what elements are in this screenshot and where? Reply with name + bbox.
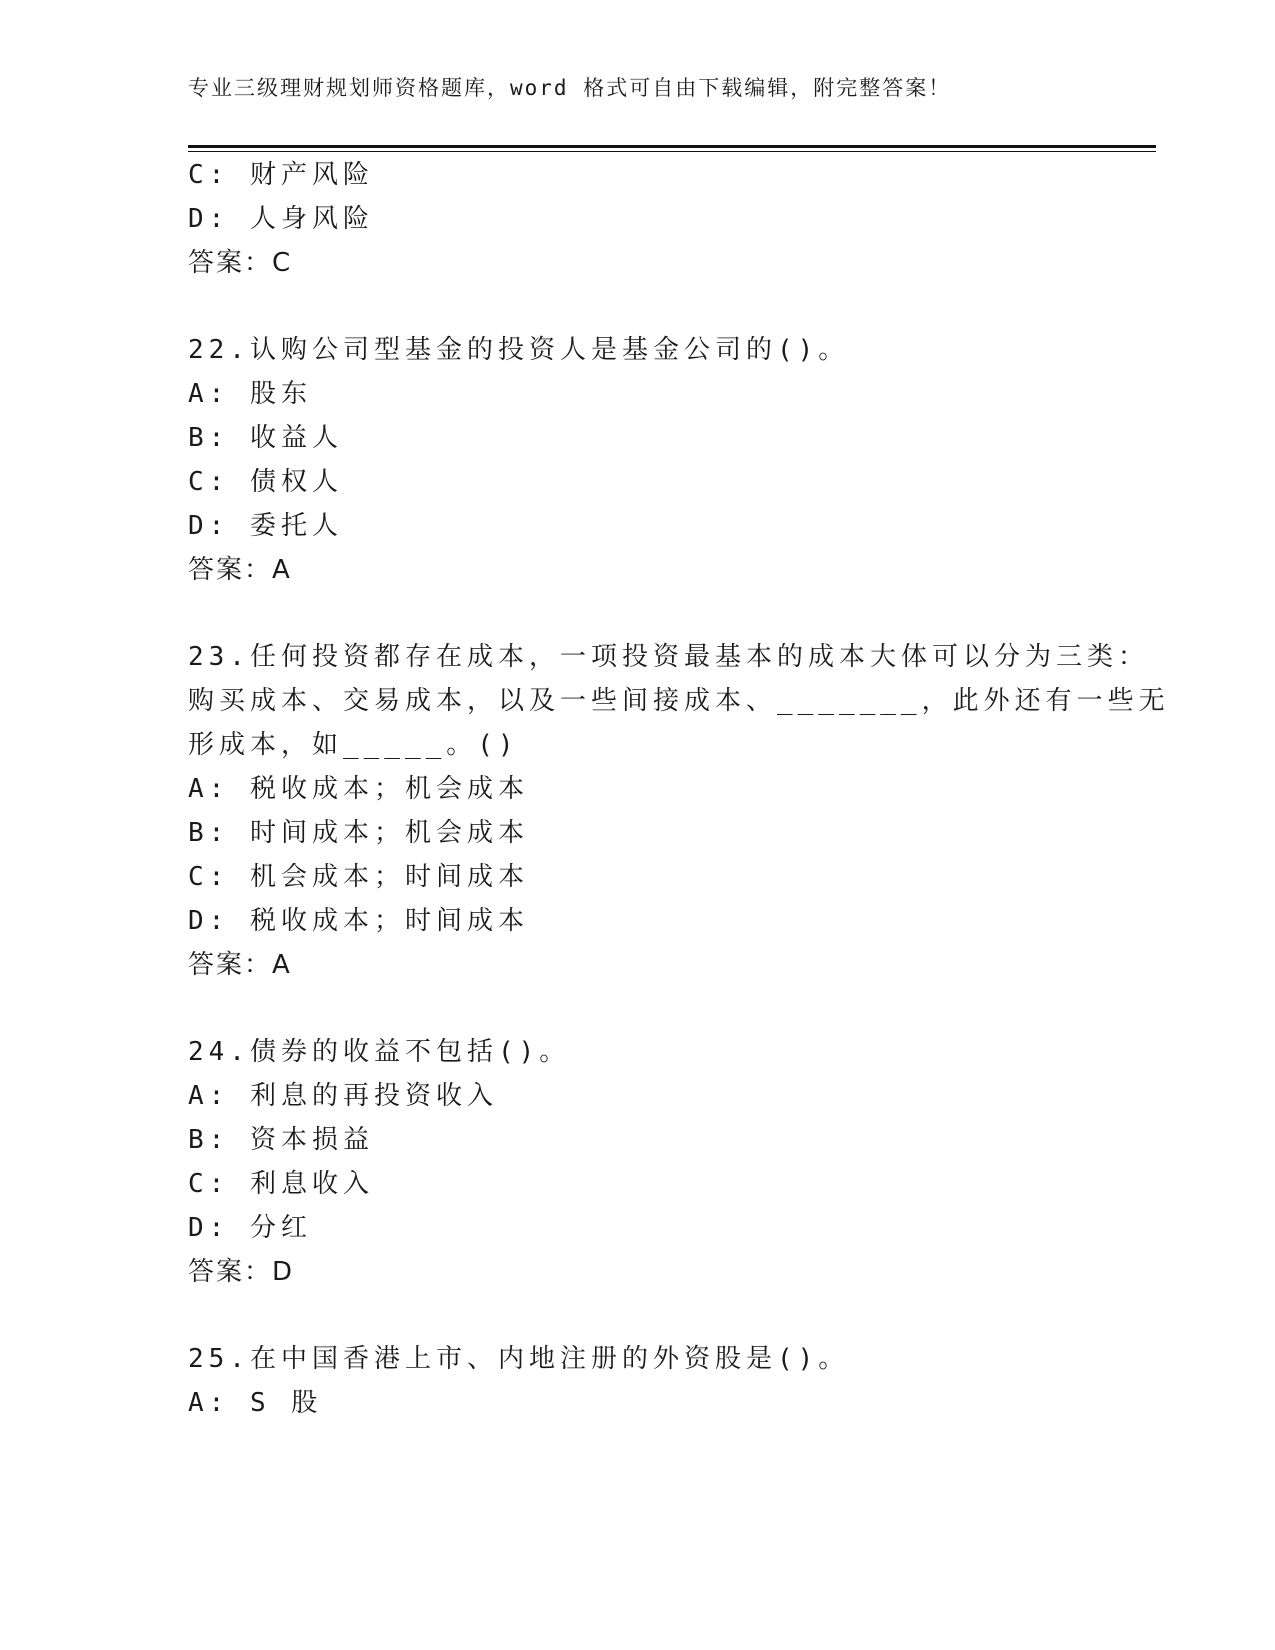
option-a: A: S 股 — [188, 1388, 323, 1418]
option-d: D: 委托人 — [188, 511, 343, 541]
question-23-stem-line-3: 形成本，如_____。() — [188, 730, 519, 760]
header-rule-thick — [188, 145, 1156, 148]
question-22-stem: 22.认购公司型基金的投资人是基金公司的()。 — [188, 335, 850, 365]
answer: 答案：D — [188, 1257, 295, 1287]
option-a: A: 税收成本；机会成本 — [188, 774, 529, 804]
option-d: D: 人身风险 — [188, 204, 374, 234]
question-23-stem-line-1: 23.任何投资都存在成本，一项投资最基本的成本大体可以分为三类： — [188, 642, 1149, 672]
option-c: C: 利息收入 — [188, 1169, 374, 1199]
answer: 答案：A — [188, 950, 292, 980]
option-d: D: 分红 — [188, 1213, 312, 1243]
question-24-stem: 24.债券的收益不包括()。 — [188, 1037, 571, 1067]
option-c: C: 财产风险 — [188, 160, 374, 190]
answer: 答案：A — [188, 555, 292, 585]
question-25-stem: 25.在中国香港上市、内地注册的外资股是()。 — [188, 1344, 850, 1374]
option-b: B: 时间成本；机会成本 — [188, 818, 529, 848]
answer: 答案：C — [188, 248, 293, 278]
option-c: C: 债权人 — [188, 467, 343, 497]
question-23-stem-line-2: 购买成本、交易成本，以及一些间接成本、_______，此外还有一些无 — [188, 686, 1170, 716]
option-a: A: 股东 — [188, 379, 312, 409]
option-a: A: 利息的再投资收入 — [188, 1081, 498, 1111]
option-b: B: 资本损益 — [188, 1125, 374, 1155]
page-header: 专业三级理财规划师资格题库，word 格式可自由下载编辑，附完整答案！ — [188, 76, 952, 100]
option-c: C: 机会成本；时间成本 — [188, 862, 529, 892]
option-b: B: 收益人 — [188, 423, 343, 453]
header-rule-thin — [188, 151, 1156, 152]
option-d: D: 税收成本；时间成本 — [188, 906, 529, 936]
